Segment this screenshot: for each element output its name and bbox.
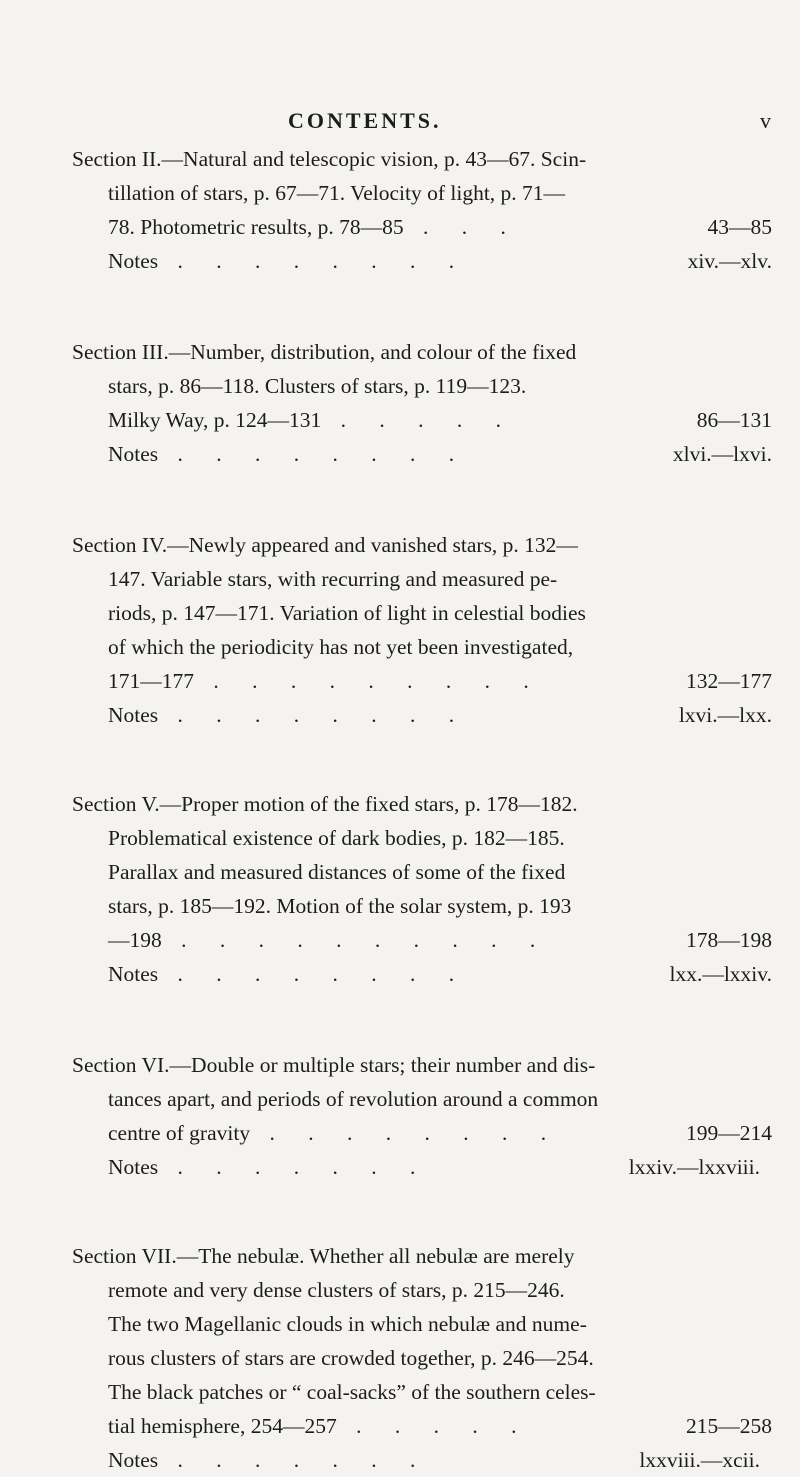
section-line: remote and very dense clusters of stars, p. 215—246.: [108, 1278, 565, 1302]
section-ii: [72, 142, 772, 278]
notes-range: lxxviii.—xcii.: [639, 1448, 760, 1472]
section-line: 147. Variable stars, with recurring and measured pe-: [108, 567, 558, 591]
notes-range: lxxiv.—lxxviii.: [628, 1155, 760, 1179]
page-range: 132—177: [686, 669, 772, 693]
page-range: 199—214: [686, 1121, 772, 1145]
section-line: tial hemisphere, 254—257: [108, 1414, 337, 1438]
section-line: centre of gravity: [108, 1121, 251, 1145]
section-line: stars, p. 185—192. Motion of the solar system, p. 193: [108, 894, 572, 918]
section-line: The two Magellanic clouds in which nebulæ and nume-: [108, 1312, 587, 1336]
toc-entry: 78. Photometric results, p. 78—85 . . . 43—85: [108, 210, 772, 244]
notes-range: xlvi.—lxvi.: [672, 442, 772, 466]
section-line: The black patches or “ coal-sacks” of the southern celes-: [108, 1380, 596, 1404]
section-line: riods, p. 147—171. Variation of light in celestial bodies: [108, 601, 586, 625]
section-vii: [72, 1239, 772, 1477]
section-line: —198: [108, 928, 162, 952]
section-line: 171—177: [108, 669, 194, 693]
section-line: Parallax and measured distances of some of the fixed: [108, 860, 566, 884]
section-line: Section III.—Number, distribution, and colour of the fixed: [72, 340, 577, 364]
section-line: Problematical existence of dark bodies, p. 182—185.: [108, 826, 565, 850]
page-range: 43—85: [707, 215, 772, 239]
section-iv: [72, 528, 772, 732]
notes-entry: Notes . . . . . . . lxxiv.—lxxviii.: [108, 1150, 760, 1184]
notes-label: Notes: [108, 442, 159, 466]
notes-label: Notes: [108, 1448, 159, 1472]
section-line: Section VII.—The nebulæ. Whether all nebulæ are merely: [72, 1244, 575, 1268]
section-line: Section IV.—Newly appeared and vanished stars, p. 132—: [72, 533, 578, 557]
notes-entry: Notes . . . . . . . . xiv.—xlv.: [108, 244, 772, 278]
notes-entry: Notes . . . . . . . . lxx.—lxxiv.: [108, 957, 772, 991]
section-v: [72, 787, 772, 991]
section-line: tillation of stars, p. 67—71. Velocity of light, p. 71—: [108, 181, 566, 205]
notes-entry: Notes . . . . . . . . lxvi.—lxx.: [108, 698, 772, 732]
notes-label: Notes: [108, 703, 159, 727]
section-line: Section II.—Natural and telescopic vision, p. 43—67. Scin-: [72, 147, 587, 171]
page-range: 86—131: [696, 408, 772, 432]
notes-entry: Notes . . . . . . . lxxviii.—xcii.: [108, 1443, 760, 1477]
notes-label: Notes: [108, 962, 159, 986]
toc-entry: tial hemisphere, 254—257 . . . . . 215—258: [108, 1409, 772, 1443]
notes-range: lxx.—lxxiv.: [669, 962, 772, 986]
section-line: of which the periodicity has not yet been investigated,: [108, 635, 574, 659]
section-line: tances apart, and periods of revolution around a common: [108, 1087, 599, 1111]
section-line: stars, p. 86—118. Clusters of stars, p. 119—123.: [108, 374, 527, 398]
notes-label: Notes: [108, 1155, 159, 1179]
toc-entry: centre of gravity . . . . . . . . 199—214: [108, 1116, 772, 1150]
page-number: v: [760, 108, 771, 133]
page-range: 215—258: [686, 1414, 772, 1438]
section-vi: [72, 1048, 772, 1184]
notes-range: lxvi.—lxx.: [678, 703, 772, 727]
page-range: 178—198: [686, 928, 772, 952]
notes-range: xiv.—xlv.: [687, 249, 772, 273]
toc-entry: 171—177 . . . . . . . . . 132—177: [108, 664, 772, 698]
section-line: Section V.—Proper motion of the fixed stars, p. 178—182.: [72, 792, 578, 816]
section-line: rous clusters of stars are crowded together, p. 246—254.: [108, 1346, 594, 1370]
section-line: Section VI.—Double or multiple stars; their number and dis-: [72, 1053, 596, 1077]
toc-entry: —198 . . . . . . . . . . 178—198: [108, 923, 772, 957]
section-line: Milky Way, p. 124—131: [108, 408, 322, 432]
section-iii: [72, 335, 772, 471]
section-line: 78. Photometric results, p. 78—85: [108, 215, 404, 239]
notes-label: Notes: [108, 249, 159, 273]
page-title: CONTENTS.: [288, 108, 442, 133]
toc-entry: Milky Way, p. 124—131 . . . . . 86—131: [108, 403, 772, 437]
notes-entry: Notes . . . . . . . . xlvi.—lxvi.: [108, 437, 772, 471]
